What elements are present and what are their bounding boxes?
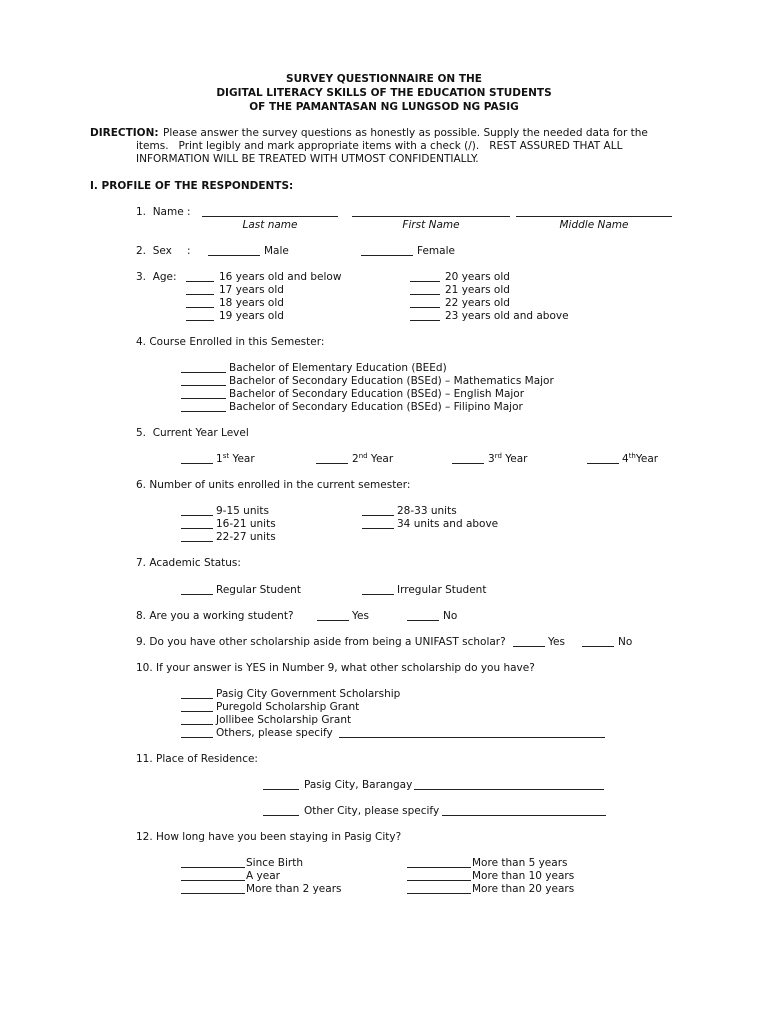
regular-label: Regular Student bbox=[216, 584, 301, 596]
scholarship-blank[interactable] bbox=[181, 724, 213, 725]
year-option: 2nd Year bbox=[352, 452, 394, 465]
age-option: 22 years old bbox=[445, 297, 510, 309]
scholar-no-label: No bbox=[618, 636, 633, 648]
duration-option: A year bbox=[246, 870, 280, 882]
others-specify-field[interactable] bbox=[339, 737, 605, 738]
age-blank[interactable] bbox=[186, 307, 214, 308]
q2-label: 2. Sex bbox=[136, 245, 172, 257]
q4-label: 4. Course Enrolled in this Semester: bbox=[136, 336, 325, 348]
scholarship-blank[interactable] bbox=[181, 698, 213, 699]
units-option: 22-27 units bbox=[216, 531, 276, 543]
male-label: Male bbox=[264, 245, 289, 257]
course-option: Bachelor of Secondary Education (BSEd) – Mathematics Major bbox=[229, 375, 554, 387]
first-name-field[interactable] bbox=[352, 216, 510, 217]
last-name-field[interactable] bbox=[202, 216, 338, 217]
year-blank[interactable] bbox=[587, 463, 619, 464]
working-no-label: No bbox=[443, 610, 458, 622]
q7-label: 7. Academic Status: bbox=[136, 557, 241, 569]
direction-line-3: INFORMATION WILL BE TREATED WITH UTMOST CONFIDENTIALLY. bbox=[136, 153, 479, 165]
duration-blank[interactable] bbox=[407, 893, 471, 894]
duration-option: Since Birth bbox=[246, 857, 304, 869]
units-option: 16-21 units bbox=[216, 518, 276, 530]
duration-option: More than 5 years bbox=[472, 857, 568, 869]
course-option: Bachelor of Elementary Education (BEEd) bbox=[229, 362, 447, 374]
duration-blank[interactable] bbox=[181, 880, 245, 881]
q12-label: 12. How long have you been staying in Pasig City? bbox=[136, 831, 402, 843]
duration-option: More than 10 years bbox=[472, 870, 575, 882]
scholar-yes-label: Yes bbox=[548, 636, 565, 648]
female-blank[interactable] bbox=[361, 255, 413, 256]
course-blank[interactable] bbox=[181, 385, 226, 386]
duration-option: More than 20 years bbox=[472, 883, 575, 895]
q9-label: 9. Do you have other scholarship aside from being a UNIFAST scholar? bbox=[136, 636, 506, 648]
q1-label: 1. Name : bbox=[136, 206, 191, 218]
direction-line-2: items. Print legibly and mark appropriate items with a check (/). REST ASSURED THAT ALL bbox=[136, 140, 623, 152]
units-blank[interactable] bbox=[362, 528, 394, 529]
age-blank[interactable] bbox=[410, 294, 440, 295]
female-label: Female bbox=[417, 245, 455, 257]
units-blank[interactable] bbox=[181, 515, 213, 516]
scholarship-blank[interactable] bbox=[181, 737, 213, 738]
age-option: 17 years old bbox=[219, 284, 284, 296]
age-option: 23 years old and above bbox=[445, 310, 569, 322]
age-blank[interactable] bbox=[410, 281, 440, 282]
age-blank[interactable] bbox=[410, 307, 440, 308]
year-option: 1st Year bbox=[216, 452, 255, 465]
course-blank[interactable] bbox=[181, 411, 226, 412]
q10-label: 10. If your answer is YES in Number 9, what other scholarship do you have? bbox=[136, 662, 535, 674]
duration-option: More than 2 years bbox=[246, 883, 342, 895]
duration-blank[interactable] bbox=[407, 880, 471, 881]
middle-name-field[interactable] bbox=[516, 216, 672, 217]
regular-blank[interactable] bbox=[181, 594, 213, 595]
pasig-label: Pasig City, Barangay bbox=[304, 779, 413, 791]
year-option: 3rd Year bbox=[488, 452, 528, 465]
last-name-caption: Last name bbox=[242, 219, 298, 231]
scholarship-option: Pasig City Government Scholarship bbox=[216, 688, 401, 700]
working-yes-blank[interactable] bbox=[317, 620, 349, 621]
age-blank[interactable] bbox=[186, 294, 214, 295]
age-option: 21 years old bbox=[445, 284, 510, 296]
title-line-1: SURVEY QUESTIONNAIRE ON THE bbox=[286, 73, 482, 85]
q6-label: 6. Number of units enrolled in the current semester: bbox=[136, 479, 411, 491]
first-name-caption: First Name bbox=[402, 219, 460, 231]
scholar-yes-blank[interactable] bbox=[513, 646, 545, 647]
age-option: 19 years old bbox=[219, 310, 284, 322]
pasig-blank[interactable] bbox=[263, 789, 299, 790]
units-option: 34 units and above bbox=[397, 518, 499, 530]
duration-blank[interactable] bbox=[407, 867, 471, 868]
male-blank[interactable] bbox=[208, 255, 260, 256]
year-blank[interactable] bbox=[452, 463, 484, 464]
scholarship-option: Puregold Scholarship Grant bbox=[216, 701, 360, 713]
working-yes-label: Yes bbox=[352, 610, 369, 622]
age-option: 18 years old bbox=[219, 297, 284, 309]
year-blank[interactable] bbox=[316, 463, 348, 464]
units-option: 28-33 units bbox=[397, 505, 457, 517]
other-city-blank[interactable] bbox=[263, 815, 299, 816]
irregular-blank[interactable] bbox=[362, 594, 394, 595]
course-blank[interactable] bbox=[181, 398, 226, 399]
q2-colon: : bbox=[187, 245, 191, 257]
age-blank[interactable] bbox=[186, 320, 214, 321]
irregular-label: Irregular Student bbox=[397, 584, 487, 596]
q8-label: 8. Are you a working student? bbox=[136, 610, 294, 622]
age-option: 16 years old and below bbox=[219, 271, 342, 283]
working-no-blank[interactable] bbox=[407, 620, 439, 621]
units-blank[interactable] bbox=[181, 541, 213, 542]
year-option: 4thYear bbox=[622, 452, 659, 465]
units-blank[interactable] bbox=[181, 528, 213, 529]
scholarship-option: Others, please specify bbox=[216, 727, 333, 739]
age-blank[interactable] bbox=[410, 320, 440, 321]
age-blank[interactable] bbox=[186, 281, 214, 282]
duration-blank[interactable] bbox=[181, 893, 245, 894]
year-blank[interactable] bbox=[181, 463, 213, 464]
course-option: Bachelor of Secondary Education (BSEd) – Filipino Major bbox=[229, 401, 523, 413]
course-blank[interactable] bbox=[181, 372, 226, 373]
barangay-field[interactable] bbox=[414, 789, 604, 790]
scholarship-option: Jollibee Scholarship Grant bbox=[216, 714, 352, 726]
scholarship-blank[interactable] bbox=[181, 711, 213, 712]
section-title: I. PROFILE OF THE RESPONDENTS: bbox=[90, 180, 294, 192]
q11-label: 11. Place of Residence: bbox=[136, 753, 258, 765]
duration-blank[interactable] bbox=[181, 867, 245, 868]
direction-label: DIRECTION: bbox=[90, 127, 159, 139]
units-blank[interactable] bbox=[362, 515, 394, 516]
direction-line-1: Please answer the survey questions as honestly as possible. Supply the needed data for the bbox=[163, 127, 648, 139]
units-option: 9-15 units bbox=[216, 505, 269, 517]
age-option: 20 years old bbox=[445, 271, 510, 283]
other-city-field[interactable] bbox=[442, 815, 606, 816]
q5-label: 5. Current Year Level bbox=[136, 427, 249, 439]
middle-name-caption: Middle Name bbox=[559, 219, 629, 231]
title-line-3: OF THE PAMANTASAN NG LUNGSOD NG PASIG bbox=[249, 101, 519, 113]
q3-label: 3. Age: bbox=[136, 271, 177, 283]
scholar-no-blank[interactable] bbox=[582, 646, 614, 647]
title-line-2: DIGITAL LITERACY SKILLS OF THE EDUCATION STUDENTS bbox=[216, 87, 552, 99]
course-option: Bachelor of Secondary Education (BSEd) – English Major bbox=[229, 388, 525, 400]
other-city-label: Other City, please specify bbox=[304, 805, 440, 817]
